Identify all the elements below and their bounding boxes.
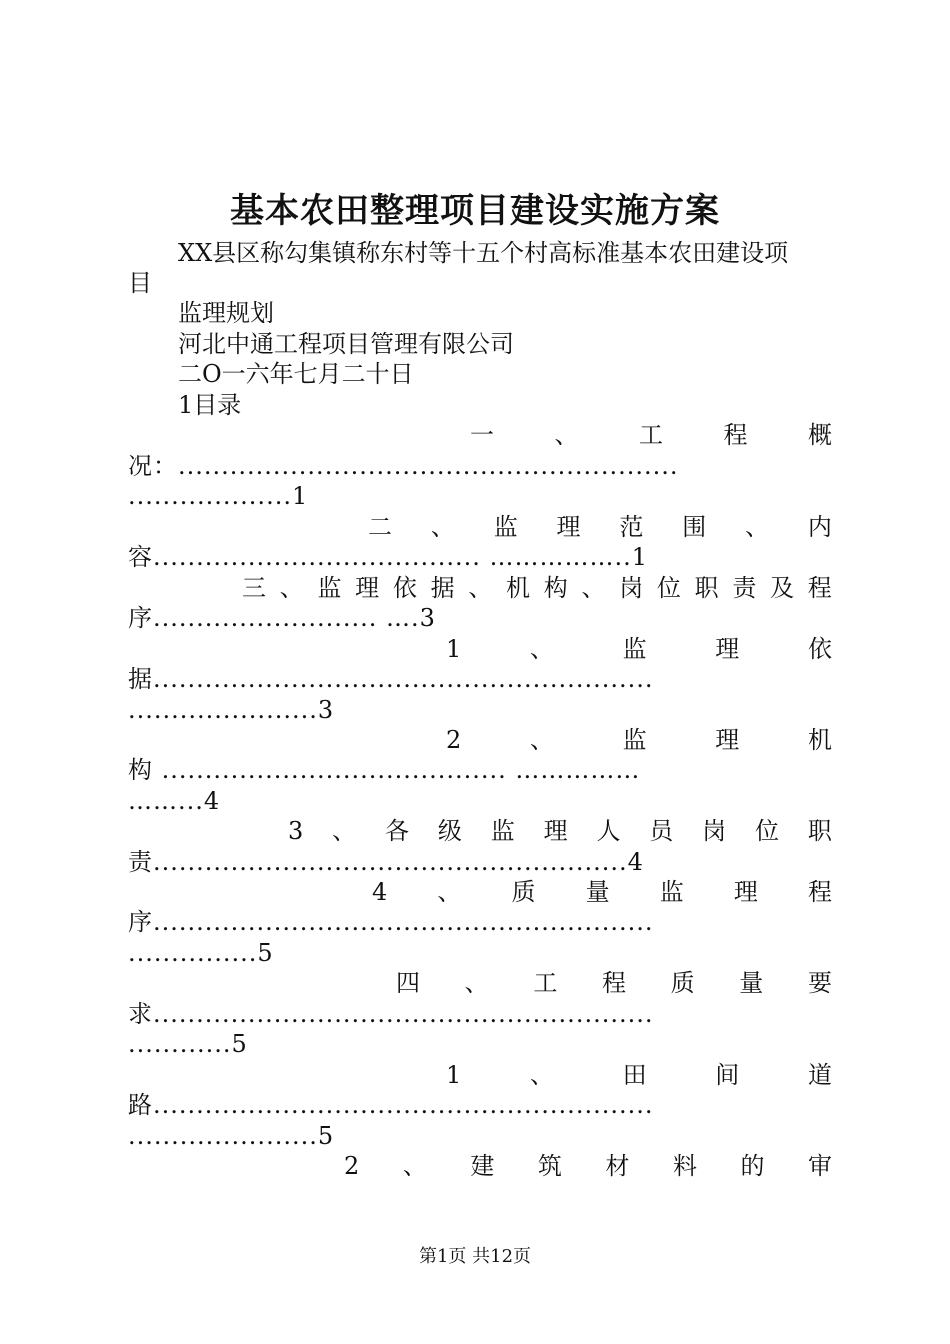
toc-entry-5-leader: 构 ........................................ ……………	[128, 756, 641, 784]
toc-entry-1-heading: 一 、 工 程 概	[470, 421, 832, 449]
document-date: 二O一六年七月二十日	[178, 360, 414, 388]
page-footer: 第1页 共12页	[418, 1246, 532, 1267]
toc-entry-6-heading: 3 、 各 级 监 理 人 员 岗 位 职	[288, 817, 832, 845]
toc-entry-10-heading: 2 、 建 筑 材 料 的 审	[344, 1152, 832, 1180]
toc-entry-4-page: ......................3	[128, 696, 335, 724]
toc-entry-1-leader: 况：..........................................................	[128, 452, 679, 480]
toc-entry-2-leader: 容...................................... ……………..1	[128, 543, 649, 571]
document-title: 基本农田整理项目建设实施方案	[230, 191, 720, 231]
toc-entry-5-heading: 2 、 监 理 机	[446, 726, 832, 754]
toc-entry-4-leader: 据..........................................................	[128, 665, 654, 693]
toc-entry-9-page: ......................5	[128, 1122, 335, 1150]
toc-entry-7-page: ...............5	[128, 939, 274, 967]
toc-entry-9-leader: 路..........................................................	[128, 1091, 654, 1119]
toc-entry-1-page: ...................1	[128, 482, 309, 510]
toc-entry-7-leader: 序..........................................................	[128, 908, 654, 936]
company-name: 河北中通工程项目管理有限公司	[178, 330, 514, 358]
project-name-line: XX县区称勾集镇称东村等十五个村高标准基本农田建设项	[178, 239, 789, 267]
toc-heading: 1目录	[178, 391, 242, 419]
toc-entry-4-heading: 1 、 监 理 依	[446, 635, 832, 663]
toc-entry-7-heading: 4 、 质 量 监 理 程	[372, 878, 832, 906]
toc-entry-8-leader: 求..........................................................	[128, 1000, 654, 1028]
project-name-wrap: 目	[128, 269, 152, 297]
toc-entry-3-heading: 三 、 监 理 依 据 、 机 构 、 岗 位 职 责 及 程	[242, 574, 832, 602]
toc-entry-9-heading: 1 、 田 间 道	[446, 1061, 832, 1089]
toc-entry-5-page: ……...4	[128, 787, 221, 815]
toc-entry-2-heading: 二 、 监 理 范 围 、 内	[368, 513, 832, 541]
toc-entry-3-leader: 序.......................... ….3	[128, 604, 436, 632]
toc-entry-6-leader: 责.......................................................4	[128, 848, 644, 876]
subtitle-supervision-plan: 监理规划	[178, 299, 274, 327]
toc-entry-8-page: ............5	[128, 1030, 248, 1058]
toc-entry-8-heading: 四 、 工 程 质 量 要	[396, 969, 832, 997]
